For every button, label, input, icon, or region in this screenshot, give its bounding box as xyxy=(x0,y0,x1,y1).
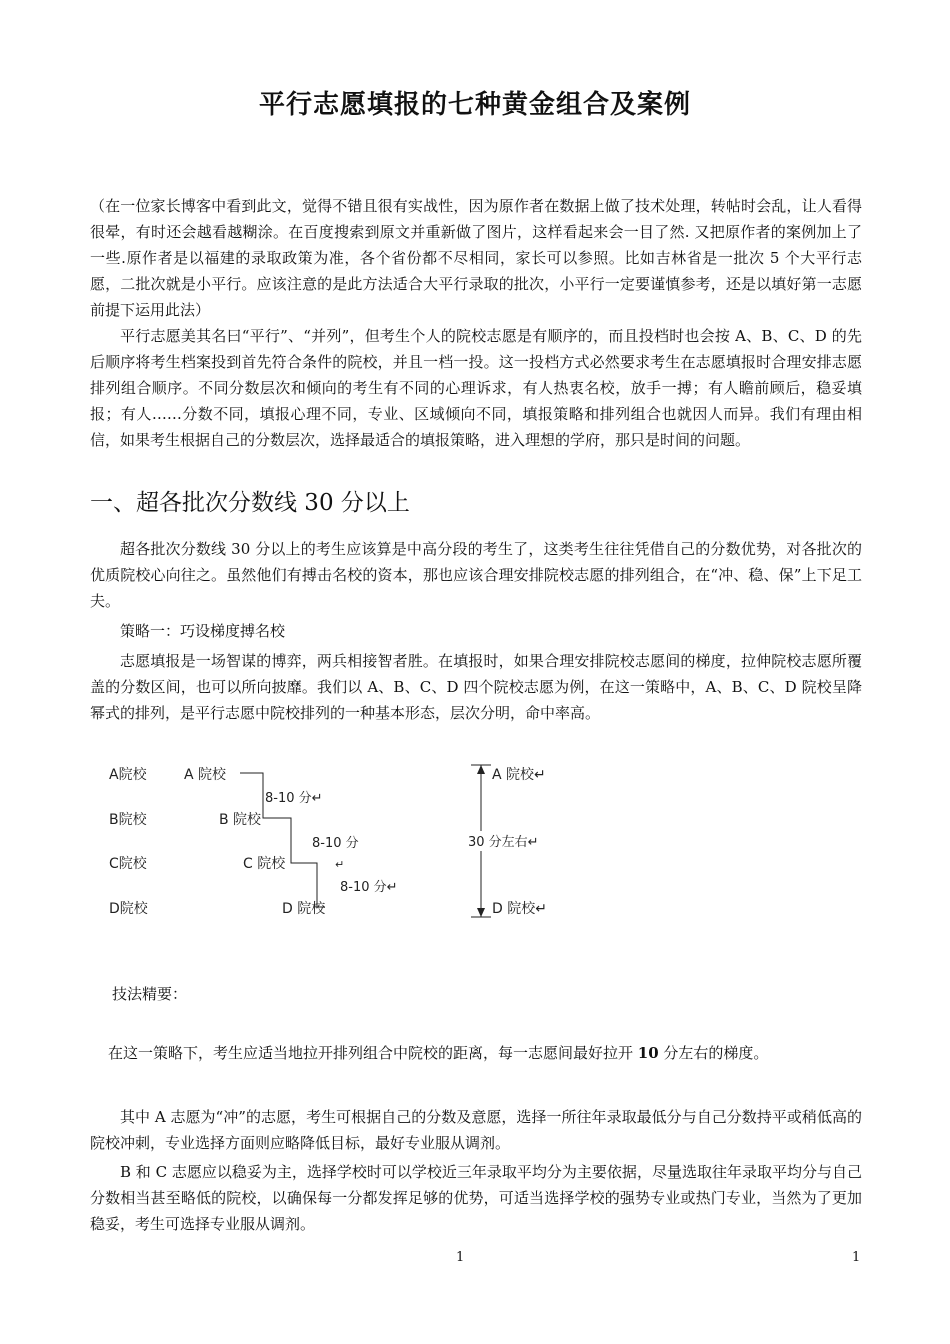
left-label-b: B院校 xyxy=(109,812,147,828)
left-label-a: A院校 xyxy=(109,767,147,783)
right-label-range: 30 分左右↵ xyxy=(468,835,539,850)
paragraph-choice-a: 其中 A 志愿为“冲”的志愿，考生可根据自己的分数及意愿，选择一所往年录取最低分与自己分数持平或稍低高的院校冲刺，专业选择方面则应略降低目标，最好专业服从调剂。 xyxy=(90,1108,862,1152)
tips-paragraph: 在这一策略下，考生应适当地拉开排列组合中院校的距离，每一志愿间最好拉开 10 分左右的梯度。 xyxy=(108,1044,769,1062)
left-label-d: D院校 xyxy=(109,901,148,917)
paragraph-strategy-one: 志愿填报是一场智谋的博弈，两兵相接智者胜。在填报时，如果合理安排院校志愿间的梯度，拉伸院校志愿所覆盖的分数区间，也可以所向披靡。我们以 A、B、C、D 四个院校志愿为例，在这一策略中，A、B、C、D 院校呈降幂式的排列，是平行志愿中院校排列的一种基本形态，层次分明，命中率高。 xyxy=(90,652,862,722)
tips-label: 技法精要： xyxy=(112,985,188,1003)
intro-paragraph: （在一位家长博客中看到此文，觉得不错且很有实战性，因为原作者在数据上做了技术处理，转帖时会乱，让人看得很晕，有时还会越看越糊涂。在百度搜索到原文并重新做了图片，这样看起来会一目了然. 又把原作者的案例加上了一些.原作者是以福建的录取政策为准，各个省份都不尽相同，家长可以参照。比如吉林省是一批次 5 个大平行志愿，二批次就是小平行。应该注意的是此方法适合大平行录取的批次，小平行一定要谨慎参考，还是以填好第一志愿前提下运用此法） xyxy=(90,197,862,319)
arrow-up-icon xyxy=(477,765,485,774)
paragraph-parallel-intro: 平行志愿美其名曰“平行”、“并列”，但考生个人的院校志愿是有顺序的，而且投档时也会按 A、B、C、D 的先后顺序将考生档案投到首先符合条件的院校，并且一档一投。这一投档方式必然要求考生在志愿填报时合理安排志愿排列组合顺序。不同分数层次和倾向的考生有不同的心理诉求，有人热衷名校，放手一搏；有人瞻前顾后，稳妥填报；有人……分数不同，填报心理不同，专业、区域倾向不同，填报策略和排列组合也就因人而异。我们有理由相信，如果考生根据自己的分数层次，选择最适合的填报策略，进入理想的学府，那只是时间的问题。 xyxy=(90,327,862,449)
stair-label-b: B 院校 xyxy=(219,812,262,828)
paragraph-choice-bc: B 和 C 志愿应以稳妥为主，选择学校时可以学校近三年录取平均分为主要依据，尽量选取往年录取平均分与自己分数相当甚至略低的院校，以确保每一分都发挥足够的优势，可适当选择学校的强势专业或热门专业，当然为了更加稳妥，考生可选择专业服从调剂。 xyxy=(90,1163,862,1233)
paragraph-high-score: 超各批次分数线 30 分以上的考生应该算是中高分段的考生了，这类考生往往凭借自己的分数优势，对各批次的优质院校心向往之。虽然他们有搏击名校的资本，那也应该合理安排院校志愿的排列组合，在“冲、稳、保”上下足工夫。 xyxy=(90,540,862,610)
page-number-center: 1 xyxy=(456,1250,465,1265)
left-label-c: C院校 xyxy=(109,856,147,872)
strategy-one-label: 策略一：巧设梯度搏名校 xyxy=(120,622,286,640)
page-number-right: 1 xyxy=(852,1250,861,1265)
stair-label-c: C 院校 xyxy=(243,856,286,872)
right-label-a: A 院校↵ xyxy=(492,767,546,783)
document-title: 平行志愿填报的七种黄金组合及案例 xyxy=(258,90,691,120)
section-heading-1: 一、超各批次分数线 30 分以上 xyxy=(90,490,410,516)
stair-label-d: D 院校 xyxy=(282,901,326,917)
gradient-diagram xyxy=(95,755,565,930)
gap-label-ab: 8-10 分↵ xyxy=(265,791,323,806)
arrow-down-icon xyxy=(477,908,485,917)
gap-label-bc: 8-10 分 xyxy=(312,836,359,851)
gap-label-cd: 8-10 分↵ xyxy=(340,880,398,895)
right-label-d: D 院校↵ xyxy=(492,901,547,917)
return-mark: ↵ xyxy=(335,858,345,871)
stair-label-a: A 院校 xyxy=(184,767,227,783)
